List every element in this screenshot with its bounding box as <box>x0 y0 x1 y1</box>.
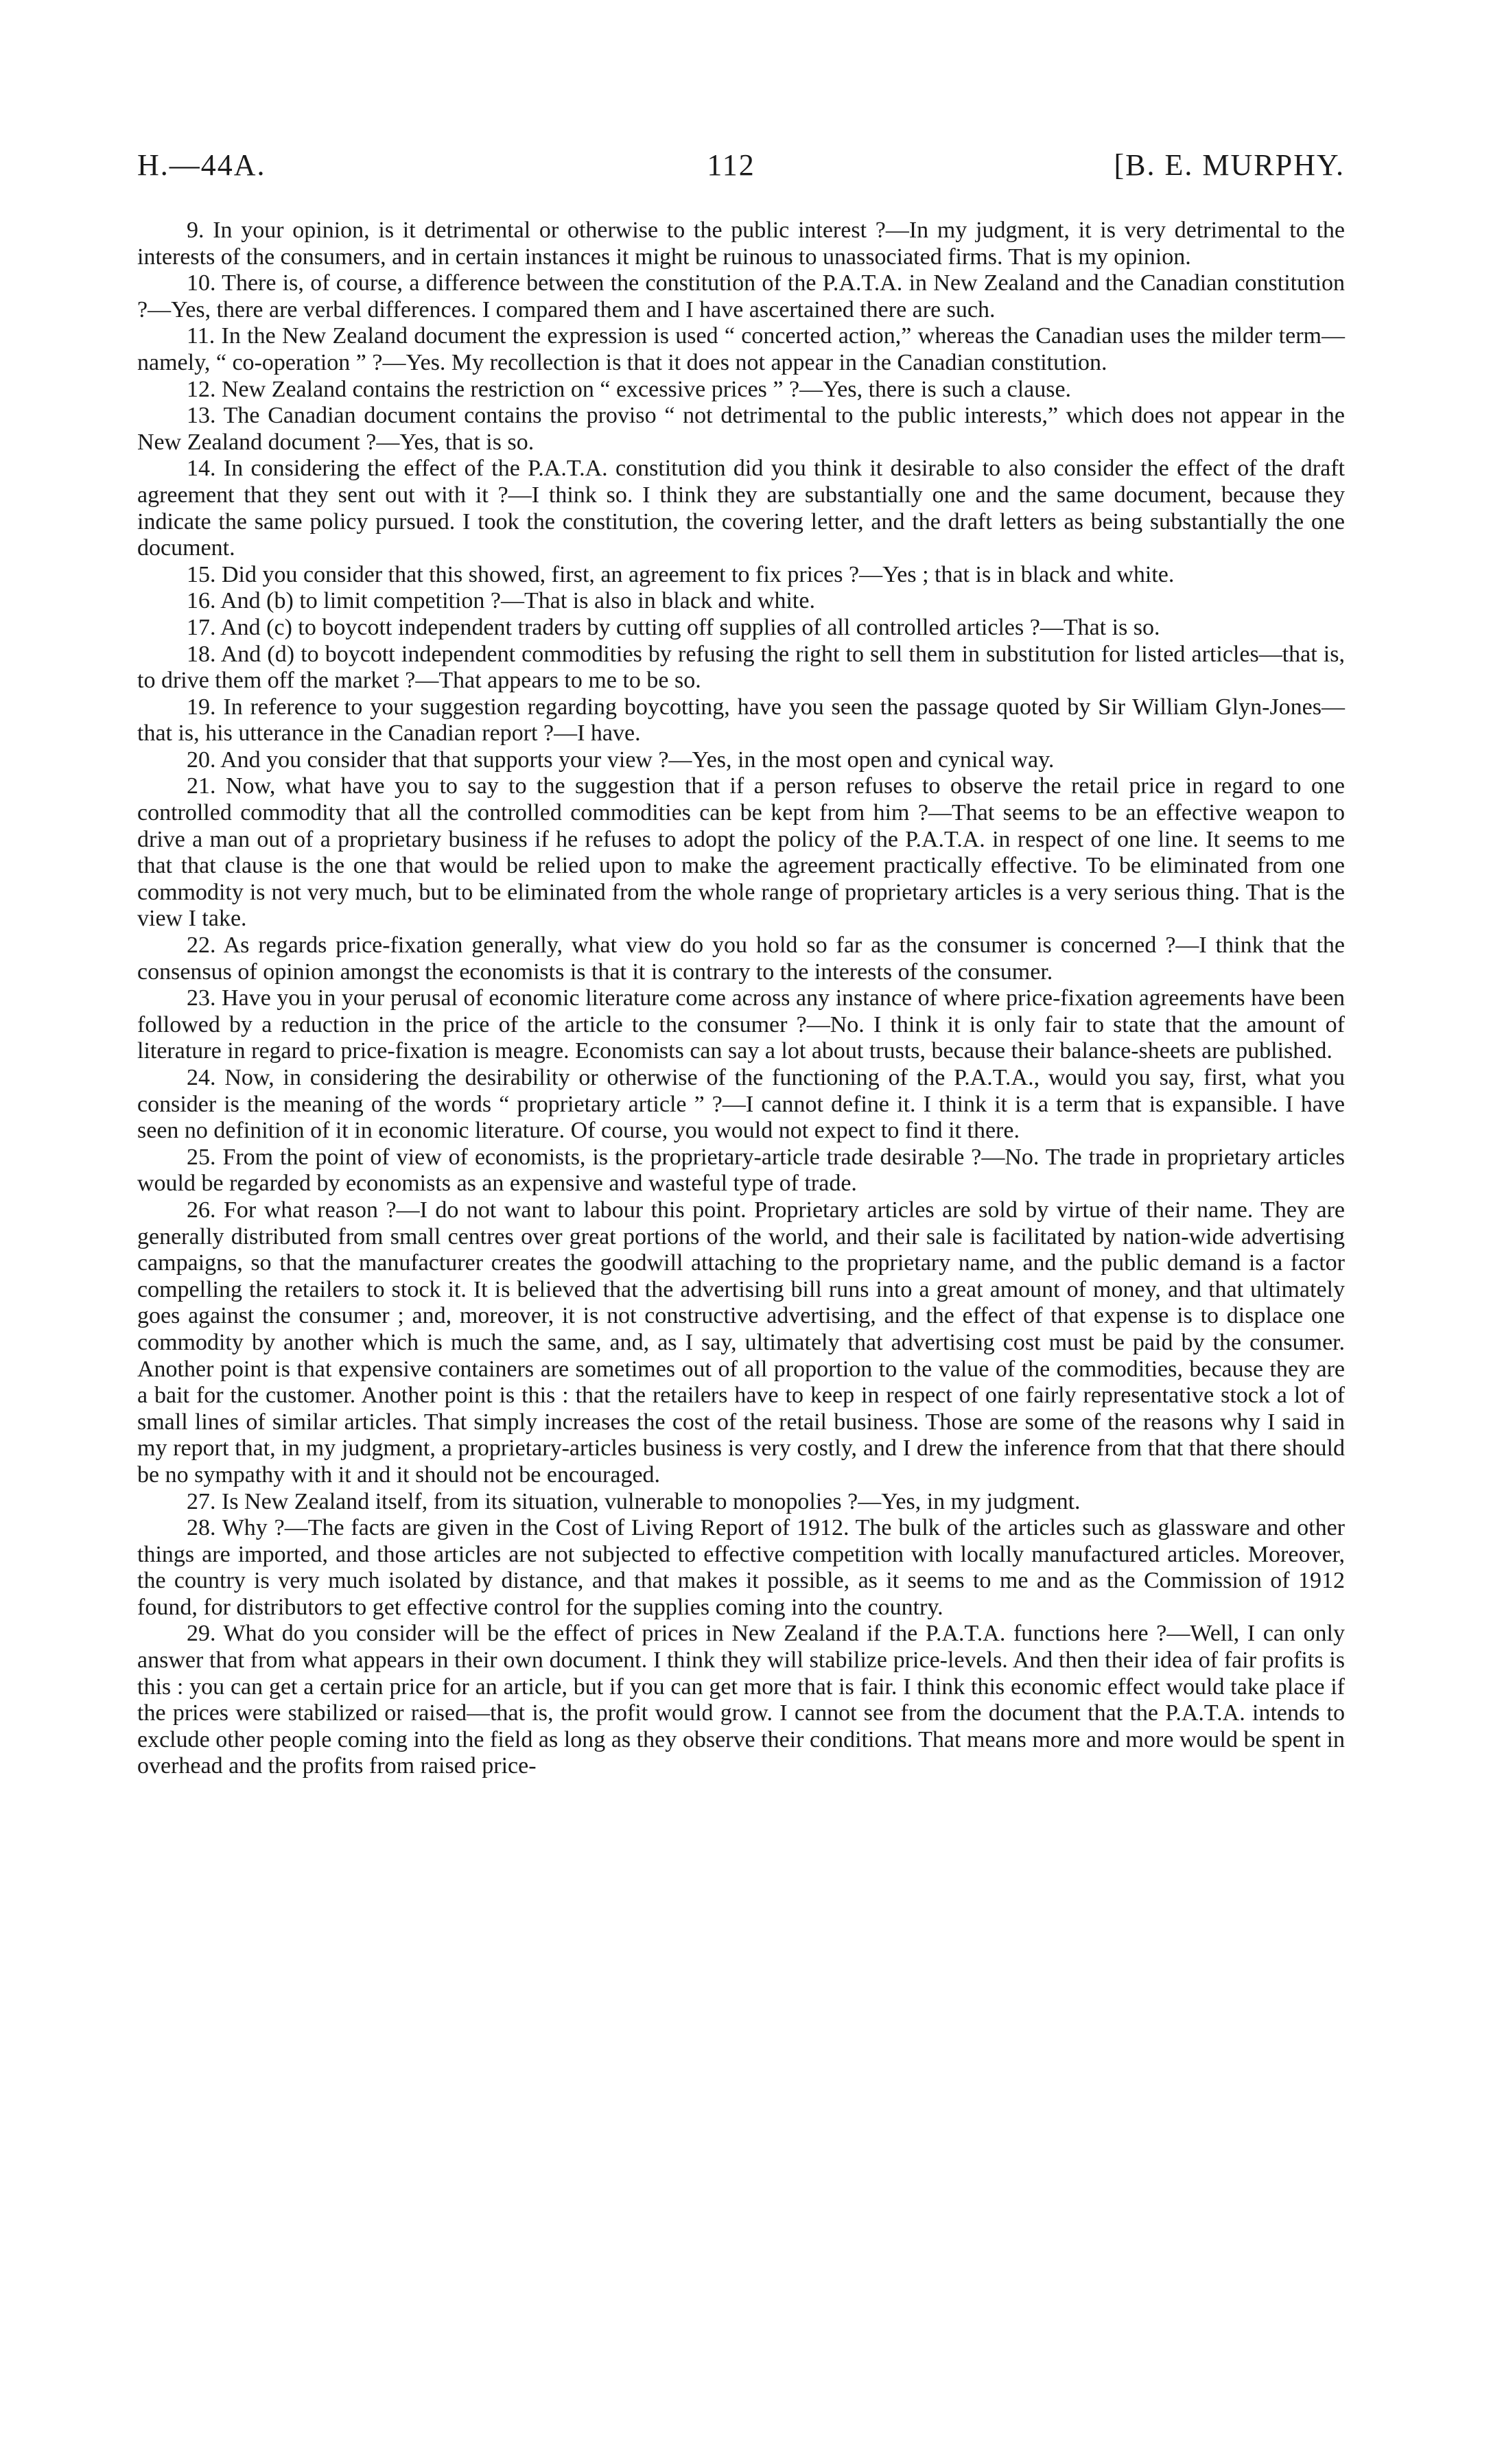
paragraph-q20: 20. And you consider that that supports your view ?—Yes, in the most open and cynical way. <box>187 747 1055 773</box>
paragraph-q17: 17. And (c) to boycott independent traders by cutting off supplies of all controlled articles ?—That is so. <box>187 614 1160 640</box>
paragraph-q27: 27. Is New Zealand itself, from its situation, vulnerable to monopolies ?—Yes, in my judgment. <box>187 1488 1081 1514</box>
paragraph-q19: 19. In reference to your suggestion regarding boycotting, have you seen the passage quoted by Sir William Glyn-Jones—that is, his utterance in the Canadian report ?—I have. <box>137 694 1345 747</box>
paragraph-q14: 14. In considering the effect of the P.A.T.A. constitution did you think it desirable to also consider the effect of the draft agreement that they sent out with it ?—I think so. I think they are substantially one and the same document, because they indicate the same policy pursued. I took the constitution, the covering letter, and the draft letters as being substantially the one document. <box>137 456 1345 561</box>
paragraph-q25: 25. From the point of view of economists, is the proprietary-article trade desirable ?—No. The trade in proprietary articles would be regarded by economists as an expensive and wasteful type of trade. <box>137 1144 1345 1197</box>
paragraph-q21: 21. Now, what have you to say to the suggestion that if a person refuses to observe the retail price in regard to one controlled commodity that all the controlled commodities can be kept from him ?—That seems to be an effective weapon to drive a man out of a proprietary business if he refuses to adopt the policy of the P.A.T.A. in respect of one line. It seems to me that that clause is the one that would be relied upon to make the agreement practically effective. To be eliminated from one commodity is not very much, but to be eliminated from the whole range of proprietary articles is a very serious thing. That is the view I take. <box>137 773 1345 932</box>
paragraph-q9: 9. In your opinion, is it detrimental or otherwise to the public interest ?—In my judgment, it is very detrimental to the interests of the consumers, and in certain instances it might be ruinous to unassociated firms. That is my opinion. <box>137 218 1345 270</box>
paragraph-q11: 11. In the New Zealand document the expression is used “ concerted action,” whereas the Canadian uses the milder term—namely, “ co-operation ” ?—Yes. My recollection is that it does not appear in the Canadian constitution. <box>137 323 1345 375</box>
document-reference: H.—44A. <box>137 148 266 182</box>
paragraph-q24: 24. Now, in considering the desirability or otherwise of the functioning of the P.A.T.A., would you say, first, what you consider is the meaning of the words “ proprietary article ” ?—I cannot define it. I think it is a term that is expansible. I have seen no definition of it in economic literature. Of course, you would not expect to find it there. <box>137 1065 1345 1144</box>
paragraph-q16: 16. And (b) to limit competition ?—That is also in black and white. <box>187 588 815 614</box>
paragraph-q28: 28. Why ?—The facts are given in the Cost of Living Report of 1912. The bulk of the articles such as glassware and other things are imported, and those articles are not subjected to effective competition with locally manufactured articles. Moreover, the country is very much isolated by distance, and that makes it possible, as it seems to me and as the Commission of 1912 found, for distributors to get effective control for the supplies coming into the country. <box>137 1515 1345 1620</box>
paragraph-q10: 10. There is, of course, a difference between the constitution of the P.A.T.A. in New Zealand and the Canadian constitution ?—Yes, there are verbal differences. I compared them and I have ascertained there are such. <box>137 270 1345 322</box>
paragraph-q12: 12. New Zealand contains the restriction on “ excessive prices ” ?—Yes, there is such a clause. <box>187 376 1072 402</box>
paragraph-q29: 29. What do you consider will be the effect of prices in New Zealand if the P.A.T.A. functions here ?—Well, I can only answer that from what appears in their own document. I think they will stabilize price-levels. And then their idea of fair profits is this : you can get a certain price for an article, but if you can get more that is fair. I think this economic effect would take place if the prices were stabilized or raised—that is, the profit would grow. I cannot see from the document that the P.A.T.A. intends to exclude other people coming into the field as long as they observe their conditions. That means more and more would be spent in overhead and the profits from raised price- <box>137 1621 1345 1779</box>
paragraph-q22: 22. As regards price-fixation generally, what view do you hold so far as the consumer is concerned ?—I think that the consensus of opinion amongst the economists is that it is contrary to the interests of the consumer. <box>137 932 1345 985</box>
paragraph-q13: 13. The Canadian document contains the proviso “ not detrimental to the public interests,” which does not appear in the New Zealand document ?—Yes, that is so. <box>137 403 1345 455</box>
paragraph-q26: 26. For what reason ?—I do not want to labour this point. Proprietary articles are sold by virtue of their name. They are generally distributed from small centres over great portions of the world, and their sale is facilitated by nation-wide advertising campaigns, so that the manufacturer creates the goodwill attaching to the proprietary name, and the public demand is a factor compelling the retailers to stock it. It is believed that the advertising bill runs into a great amount of money, and that ultimately goes against the consumer ; and, moreover, it is not constructive advertising, and the effect of that expense is to displace one commodity by another which is much the same, and, as I say, ultimately that advertising cost must be paid by the consumer. Another point is that expensive containers are sometimes out of all proportion to the value of the commodities, because they are a bait for the customer. Another point is this : that the retailers have to keep in respect of one fairly representative stock a lot of small lines of similar articles. That simply increases the cost of the retail business. Those are some of the reasons why I said in my report that, in my judgment, a proprietary-articles business is very costly, and I drew the inference from that that there should be no sympathy with it and it should not be encouraged. <box>137 1197 1345 1488</box>
paragraph-q18: 18. And (d) to boycott independent commodities by refusing the right to sell them in substitution for listed articles—that is, to drive them off the market ?—That appears to me to be so. <box>137 641 1345 694</box>
page-header <box>137 148 1345 202</box>
page-number: 112 <box>707 148 755 182</box>
paragraph-q23: 23. Have you in your perusal of economic literature come across any instance of where price-fixation agreements have been followed by a reduction in the price of the article to the consumer ?—No. I think it is only fair to state that the amount of literature in regard to price-fixation is meagre. Economists can say a lot about trusts, because their balance-sheets are published. <box>137 985 1345 1064</box>
document-body <box>137 218 1345 1780</box>
witness-name: [B. E. MURPHY. <box>1114 148 1345 182</box>
document-page <box>137 148 1345 1780</box>
paragraph-q15: 15. Did you consider that this showed, first, an agreement to fix prices ?—Yes ; that is in black and white. <box>187 561 1175 587</box>
